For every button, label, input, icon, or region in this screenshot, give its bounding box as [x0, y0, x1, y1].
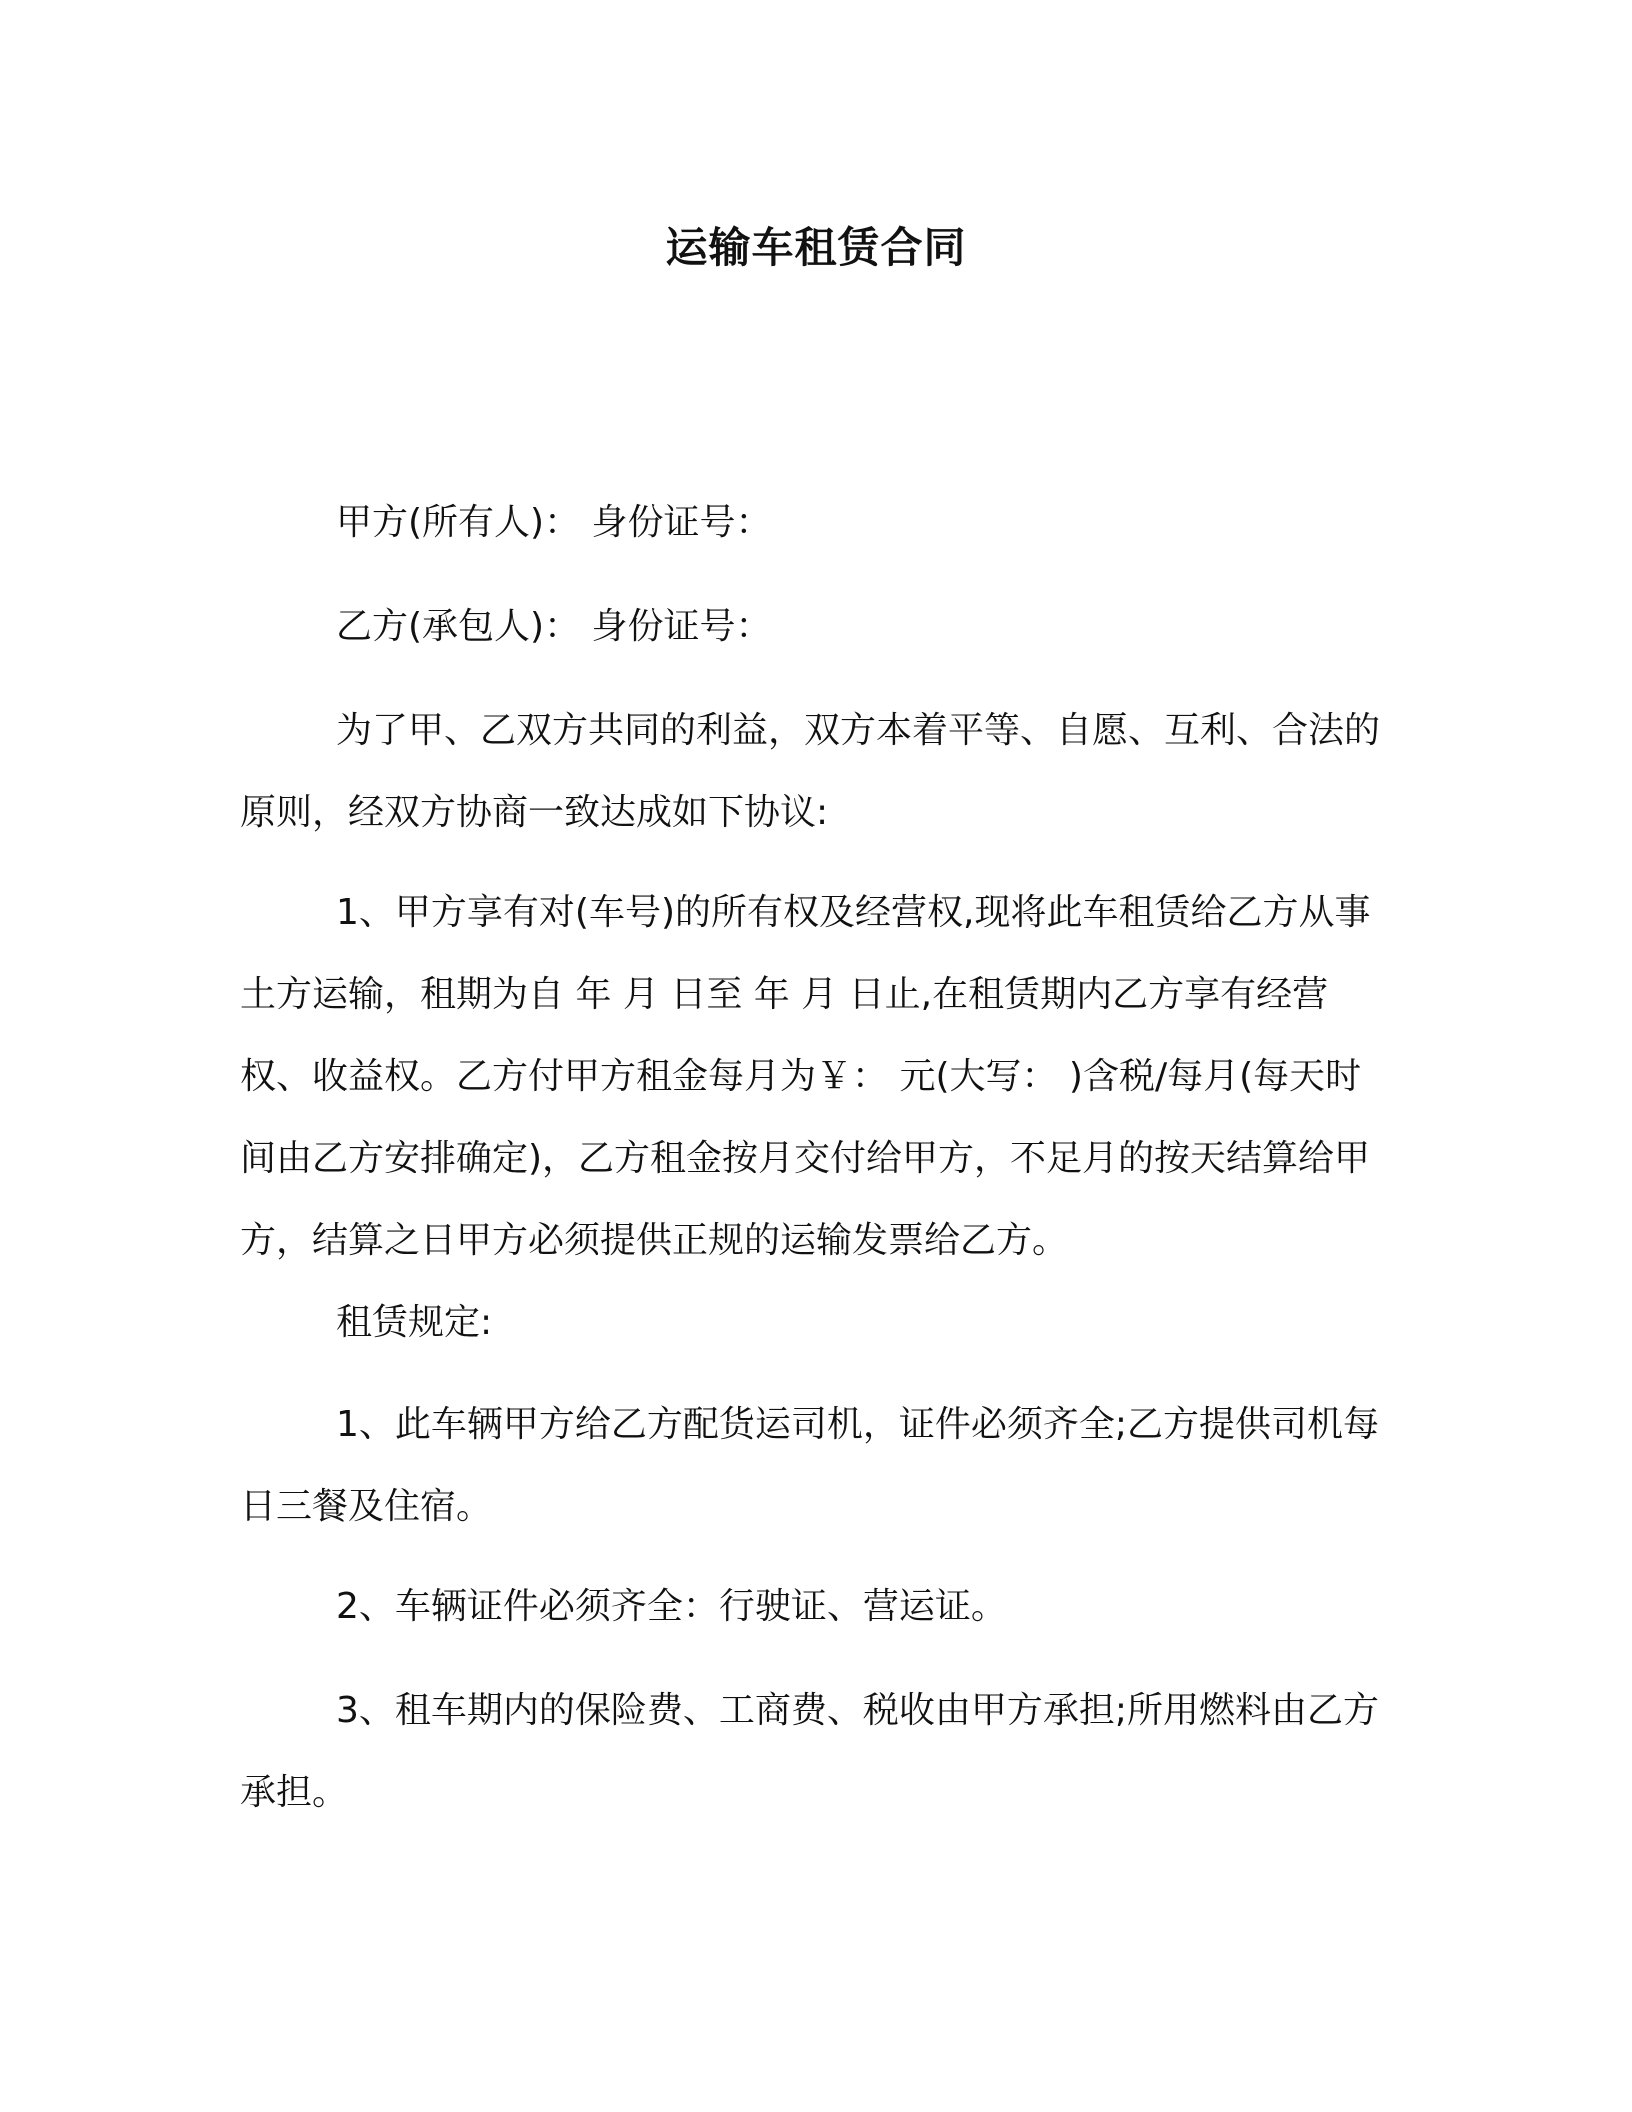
clause-1-paragraph: 1、甲方享有对(车号)的所有权及经营权,现将此车租赁给乙方从事土方运输，租期为自 年 月 日至 年 月 日止,在租赁期内乙方享有经营权、收益权。乙方付甲方租金每月为￥： 元(大写： )含税/每月(每天时间由乙方安排确定)，乙方租金按月交付给甲方，不足月的按天结算给甲方，结算之日甲方必须提供正规的运输发票给乙方。 — [240, 892, 1371, 1261]
rule-1-paragraph: 1、此车辆甲方给乙方配货运司机，证件必须齐全;乙方提供司机每日三餐及住宿。 — [240, 1404, 1380, 1527]
intro-paragraph: 为了甲、乙双方共同的利益，双方本着平等、自愿、互利、合法的原则，经双方协商一致达成如下协议: — [240, 710, 1381, 833]
rule-3-paragraph: 3、租车期内的保险费、工商费、税收由甲方承担;所用燃料由乙方承担。 — [240, 1690, 1380, 1813]
party-b-line: 乙方(承包人)： 身份证号： — [336, 606, 772, 647]
rule-2-paragraph: 2、车辆证件必须齐全：行驶证、营运证。 — [336, 1586, 1007, 1627]
rules-heading: 租赁规定: — [336, 1302, 493, 1343]
document-title: 运输车租赁合同 — [665, 223, 967, 272]
party-a-line: 甲方(所有人)： 身份证号： — [336, 502, 772, 543]
